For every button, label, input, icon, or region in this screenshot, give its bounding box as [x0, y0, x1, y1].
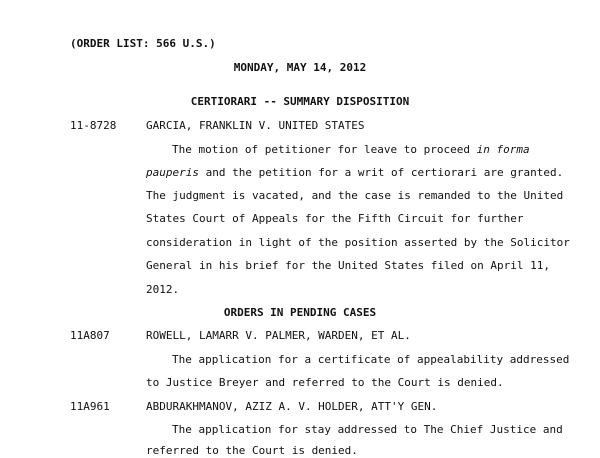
- case-text-line: The application for a certificate of appealability addressed: [172, 353, 570, 366]
- case-text-line: The judgment is vacated, and the case is remanded to the United: [146, 189, 564, 202]
- order-list-header: (ORDER LIST: 566 U.S.): [70, 37, 216, 50]
- case-text-line: States Court of Appeals for the Fifth Circuit for further: [146, 212, 524, 225]
- case-text-line: consideration in light of the position asserted by the Solicitor: [146, 236, 570, 249]
- case-text-line: [146, 166, 563, 180]
- section-heading-certiorari: CERTIORARI -- SUMMARY DISPOSITION: [190, 95, 410, 108]
- docket-number: 11A961: [70, 400, 110, 413]
- case-caption: ABDURAKHMANOV, AZIZ A. V. HOLDER, ATT'Y GEN.: [146, 400, 438, 413]
- text-span: The motion of petitioner for leave to proceed: [172, 143, 477, 156]
- case-text-line: [172, 143, 530, 157]
- text-span: and the petition for a writ of certiorari are granted.: [198, 166, 564, 179]
- case-text-line: to Justice Breyer and referred to the Court is denied.: [146, 376, 504, 389]
- case-caption: GARCIA, FRANKLIN V. UNITED STATES: [146, 119, 365, 132]
- docket-number: 11A807: [70, 329, 110, 342]
- section-heading-pending-cases: ORDERS IN PENDING CASES: [223, 306, 377, 319]
- case-text-line: 2012.: [146, 283, 180, 296]
- docket-number: 11-8728: [70, 119, 117, 132]
- case-text-line: The application for stay addressed to The Chief Justice and: [172, 423, 563, 436]
- italic-term: pauperis: [146, 166, 199, 179]
- case-text-line: referred to the Court is denied.: [146, 444, 358, 457]
- italic-term: in forma: [476, 143, 530, 156]
- order-date: MONDAY, MAY 14, 2012: [233, 61, 367, 74]
- case-text-line: General in his brief for the United States filed on April 11,: [146, 259, 550, 272]
- case-caption: ROWELL, LAMARR V. PALMER, WARDEN, ET AL.: [146, 329, 411, 342]
